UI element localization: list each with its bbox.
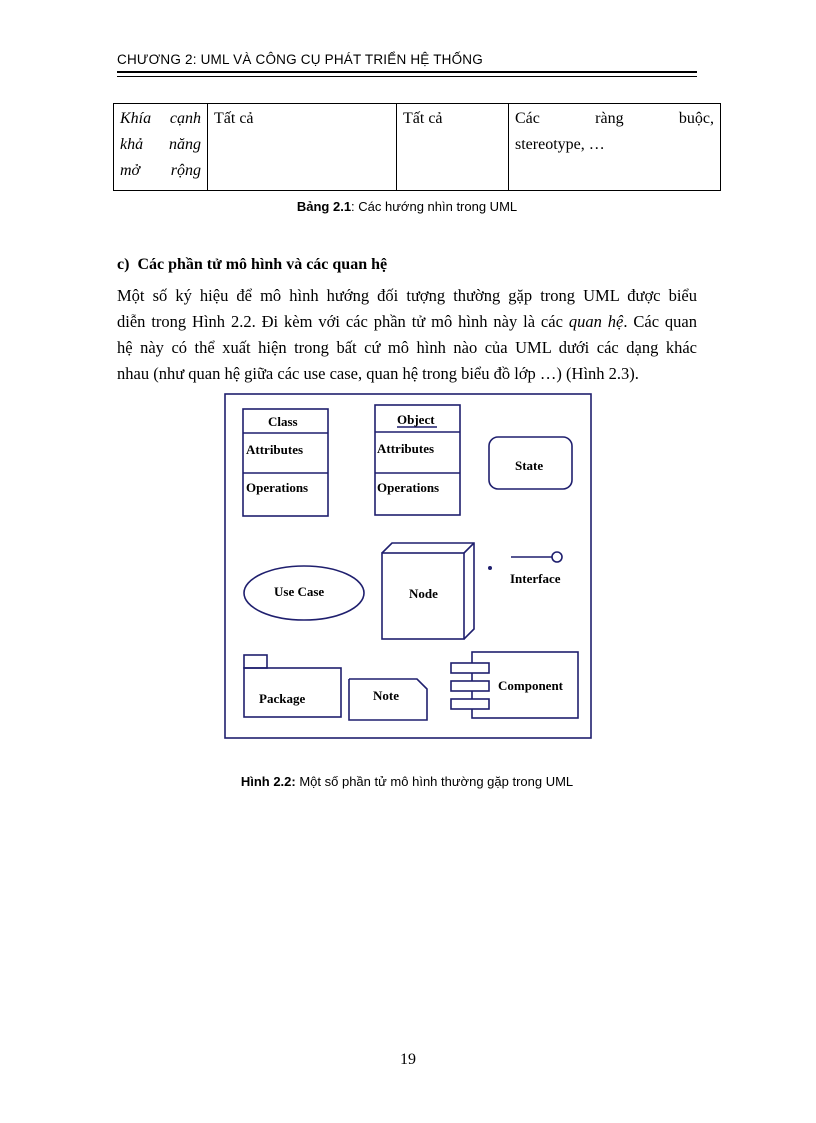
table-cell: Tất cả <box>397 104 509 191</box>
table-caption-text: : Các hướng nhìn trong UML <box>351 199 518 214</box>
class-operations-label: Operations <box>246 480 309 495</box>
state-label: State <box>515 458 544 473</box>
figure-caption-text: Một số phần tử mô hình thường gặp trong UML <box>295 774 574 789</box>
class-attributes-label: Attributes <box>246 442 304 457</box>
table-cell: Tất cả <box>208 104 397 191</box>
paragraph-text: diễn trong Hình 2.2. Đi kèm với các phần tử mô hình này là các <box>117 312 569 331</box>
object-operations-label: Operations <box>377 480 440 495</box>
header-rule-thick <box>117 71 697 73</box>
body-paragraph <box>117 283 697 387</box>
figure-caption-label: Hình 2.2: <box>240 774 296 789</box>
table-row <box>114 104 721 191</box>
paragraph-text: . Các quan <box>623 312 698 331</box>
figure-dot <box>488 566 492 570</box>
interface-symbol <box>511 552 562 562</box>
page-number: 19 <box>400 1051 416 1068</box>
paragraph-line: Một số ký hiệu để mô hình hướng đối tượng thường gặp trong UML được biểu <box>117 286 697 305</box>
table-cell-line: Các ràng buộc, <box>515 110 714 127</box>
figure-caption <box>117 774 697 789</box>
class-name-label: Class <box>268 414 298 429</box>
emphasis-text: quan hệ <box>568 312 624 331</box>
component-label: Component <box>498 678 564 693</box>
table-caption-label: Bảng 2.1 <box>296 199 352 214</box>
table-cell <box>509 104 721 191</box>
header-rule-thin <box>117 76 697 77</box>
section-heading <box>117 256 387 274</box>
object-attributes-label: Attributes <box>377 441 435 456</box>
section-title: Các phần tử mô hình và các quan hệ <box>137 256 388 273</box>
interface-label: Interface <box>510 571 561 586</box>
object-name-label: Object <box>397 412 435 427</box>
paragraph-line: nhau (như quan hệ giữa các use case, quan hệ trong biểu đồ lớp …) (Hình 2.3). <box>117 364 639 383</box>
table-cell-line: stereotype, … <box>515 136 605 153</box>
section-number: c) <box>117 256 130 273</box>
uml-figure-svg <box>224 393 592 739</box>
node-label: Node <box>409 586 438 601</box>
views-table <box>113 103 721 191</box>
package-label: Package <box>259 691 306 706</box>
note-label: Note <box>373 688 399 703</box>
table-cell-aspect: Khía cạnh khả năng mở rộng <box>114 104 208 191</box>
use-case-label: Use Case <box>274 584 325 599</box>
package-symbol <box>244 655 341 717</box>
table-caption <box>117 199 697 214</box>
page-header: CHƯƠNG 2: UML VÀ CÔNG CỤ PHÁT TRIỂN HỆ THỐNG <box>117 52 483 67</box>
paragraph-line <box>117 309 697 335</box>
paragraph-line: hệ này có thể xuất hiện trong bất cứ mô hình nào của UML dưới các dạng khác <box>117 338 697 357</box>
uml-elements-figure <box>224 393 592 739</box>
